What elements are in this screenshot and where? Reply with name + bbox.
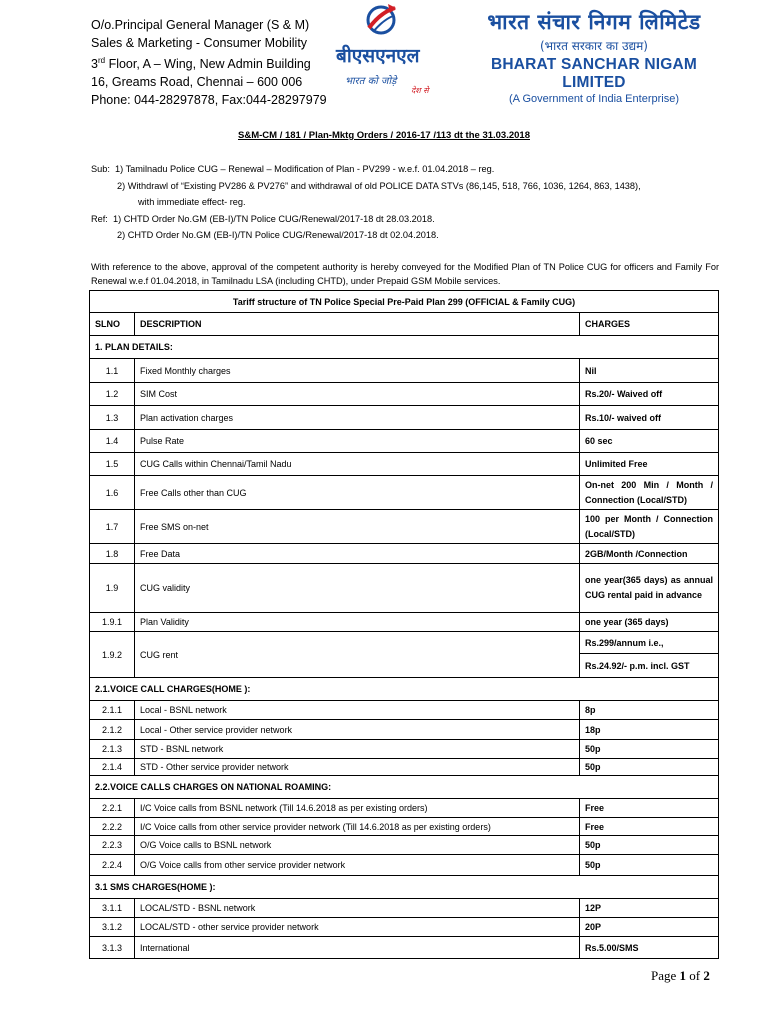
subject-label: Sub: bbox=[91, 164, 110, 174]
address-line: O/o.Principal General Manager (S & M) bbox=[91, 18, 310, 32]
logo-hindi-text: बीएसएनएल bbox=[336, 45, 420, 67]
floor-suffix: rd bbox=[97, 56, 106, 65]
intro-paragraph: With reference to the above, approval of the competent authority is hereby conveyed for the Modified Plan of TN Police CUG for officers and Family For Renewal w.e.f 01.04.2018, in Tamilnadu LSA (including CHTD), under Prepaid GSM Mobile services. bbox=[91, 262, 719, 286]
table-row: 1.8 Free Data 2GB/Month /Connection bbox=[90, 544, 719, 564]
table-row: 1.9.2 CUG rent Rs.299/annum i.e., bbox=[90, 632, 719, 654]
section-row bbox=[90, 776, 719, 799]
ref-item: 1) CHTD Order No.GM (EB-I)/TN Police CUG/Renewal/2017-18 dt 28.03.2018. bbox=[112, 213, 435, 224]
section-row bbox=[90, 678, 719, 701]
table-header-row bbox=[90, 313, 719, 336]
page-number: Page 1 of 2 bbox=[651, 968, 710, 983]
logo-tagline-red: देश से bbox=[411, 86, 429, 95]
subject-block bbox=[91, 161, 641, 244]
section-title: 1. PLAN DETAILS: bbox=[90, 336, 719, 359]
table-title-row bbox=[90, 291, 719, 313]
table-row: Rs.24.92/- p.m. incl. GST bbox=[90, 654, 719, 678]
ref-item: 2) CHTD Order No.GM (EB-I)/TN Police CUG/Renewal/2017-18 dt 02.04.2018. bbox=[117, 230, 439, 240]
column-header: SLNO bbox=[90, 313, 135, 336]
table-row: 1.5 CUG Calls within Chennai/Tamil Nadu Unlimited Free bbox=[90, 453, 719, 476]
company-subtitle-english: (A Government of India Enterprise) bbox=[509, 93, 679, 105]
bsnl-logo bbox=[333, 2, 463, 102]
table-row: 2.2.3 O/G Voice calls to BSNL network 50p bbox=[90, 836, 719, 855]
table-row: 1.1 Fixed Monthly charges Nil bbox=[90, 359, 719, 383]
column-header: CHARGES bbox=[580, 313, 719, 336]
address-line: 16, Greams Road, Chennai – 600 006 bbox=[91, 75, 303, 90]
table-row: 1.9 CUG validity one year(365 days) as annual CUG rental paid in advance bbox=[90, 564, 719, 613]
table-row: 2.1.1 Local - BSNL network 8p bbox=[90, 701, 719, 720]
table-row: 1.9.1 Plan Validity one year (365 days) bbox=[90, 613, 719, 632]
subject-item: 2) Withdrawl of “Existing PV286 & PV276” and withdrawal of old POLICE DATA STVs (86,145, 518, 766, 1036, 1264, 863, 1438), bbox=[117, 180, 641, 191]
table-row: 1.7 Free SMS on-net 100 per Month / Connection (Local/STD) bbox=[90, 510, 719, 544]
section-row bbox=[90, 336, 719, 359]
sender-address bbox=[91, 16, 327, 109]
floor-number: 3 bbox=[91, 57, 98, 72]
table-row: 2.2.2 I/C Voice calls from other service provider network (Till 14.6.2018 as per existing orders) Free bbox=[90, 818, 719, 836]
table-row: 2.1.3 STD - BSNL network 50p bbox=[90, 740, 719, 759]
table-row: 2.2.1 I/C Voice calls from BSNL network (Till 14.6.2018 as per existing orders) Free bbox=[90, 799, 719, 818]
table-row: 1.6 Free Calls other than CUG On-net 200 Min / Month / Connection (Local/STD) bbox=[90, 476, 719, 510]
table-row: 3.1.2 LOCAL/STD - other service provider network 20P bbox=[90, 918, 719, 937]
subject-item: 1) Tamilnadu Police CUG – Renewal – Modification of Plan - PV299 - w.e.f. 01.04.2018 – reg. bbox=[115, 164, 495, 174]
table-row: 1.2 SIM Cost Rs.20/- Waived off bbox=[90, 383, 719, 406]
company-name-english: BHARAT SANCHAR NIGAM LIMITED bbox=[490, 56, 698, 91]
table-title: Tariff structure of TN Police Special Pre-Paid Plan 299 (OFFICIAL & Family CUG) bbox=[90, 291, 719, 313]
ref-label: Ref: bbox=[91, 213, 108, 224]
address-line: 3rd Floor, A – Wing, New Admin Building bbox=[91, 56, 311, 72]
table-row: 1.4 Pulse Rate 60 sec bbox=[90, 430, 719, 453]
section-title: 3.1 SMS CHARGES(HOME ): bbox=[90, 876, 719, 899]
section-title: 2.1.VOICE CALL CHARGES(HOME ): bbox=[90, 678, 719, 701]
address-line: Sales & Marketing - Consumer Mobility bbox=[91, 36, 308, 50]
section-row bbox=[90, 876, 719, 899]
company-subtitle-hindi: (भारत सरकार का उद्यम) bbox=[540, 39, 648, 53]
table-row: 2.2.4 O/G Voice calls from other service provider network 50p bbox=[90, 855, 719, 876]
tariff-table bbox=[89, 290, 719, 959]
table-row: 2.1.2 Local - Other service provider network 18p bbox=[90, 720, 719, 740]
table-row: 3.1.3 International Rs.5.00/SMS bbox=[90, 937, 719, 959]
table-row: 1.3 Plan activation charges Rs.10/- waived off bbox=[90, 406, 719, 430]
reference-number: S&M-CM / 181 / Plan-Mktg Orders / 2016-17 /113 dt the 31.03.2018 bbox=[238, 130, 530, 141]
logo-tagline: भारत को जोड़े bbox=[345, 76, 397, 87]
subject-item-cont: with immediate effect- reg. bbox=[138, 197, 246, 207]
table-row: 2.1.4 STD - Other service provider network 50p bbox=[90, 759, 719, 776]
column-header: DESCRIPTION bbox=[135, 313, 580, 336]
section-title: 2.2.VOICE CALLS CHARGES ON NATIONAL ROAMING: bbox=[90, 776, 719, 799]
company-name-block bbox=[464, 8, 724, 105]
address-line: Phone: 044-28297878, Fax:044-28297979 bbox=[91, 93, 327, 108]
company-name-hindi: भारत संचार निगम लिमिटेड bbox=[487, 10, 701, 34]
table-row: 3.1.1 LOCAL/STD - BSNL network 12P bbox=[90, 899, 719, 918]
